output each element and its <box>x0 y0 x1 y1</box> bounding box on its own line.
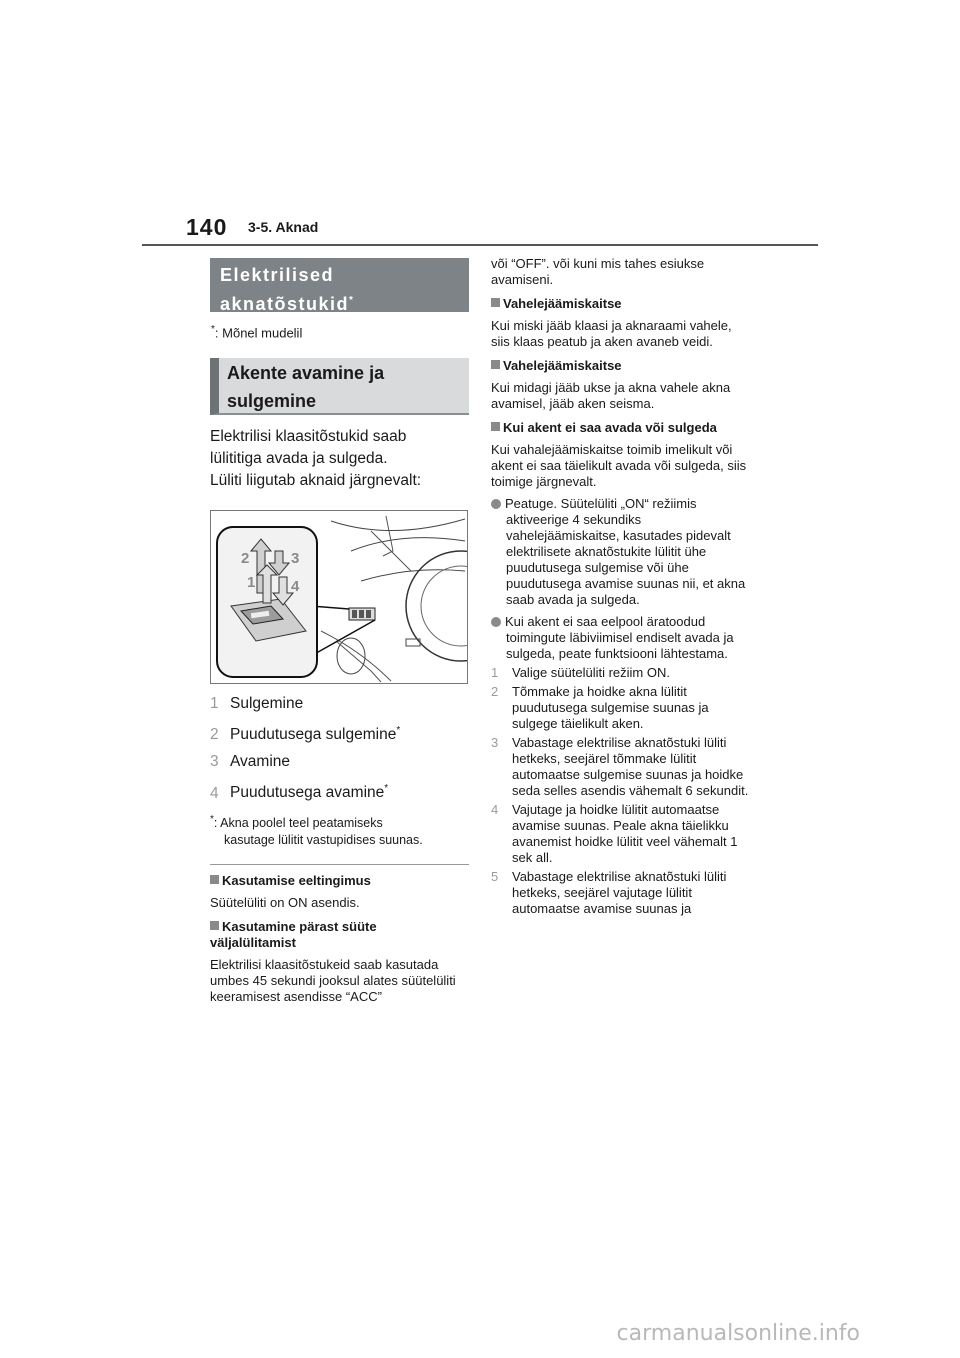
step-item: 2 Tõmmake ja hoidke akna lülitit puudutusega sulgemise suunas ja sulgege täielikult aken. <box>491 684 709 731</box>
jam-protection-text: Kui miski jääb klaasi ja aknaraami vahele, siis klaas peatub ja aken avaneb veidi. <box>491 318 732 349</box>
list-item: 4 Puudutusega avamine* <box>210 783 389 802</box>
list-item: 2 Puudutusega sulgemine* <box>210 725 401 744</box>
jam-protection-text-2: Kui midagi jääb ukse ja akna vahele akna avamisel, jääb aken seisma. <box>491 380 731 411</box>
subsection-heading <box>210 358 469 415</box>
intro-text <box>210 426 469 492</box>
section-heading <box>210 258 469 312</box>
subheading-line-2: sulgemine <box>227 391 317 412</box>
list-item: 3 Avamine <box>210 753 291 771</box>
footnote-text: : Mõnel mudelil <box>214 325 303 341</box>
step-item: 5 Vabastage elektrilise aknatõstuki lüliti hetkeks, seejärel vajutage lülitit automaatse avamise suunas ja <box>491 869 727 916</box>
step-item: 1 Valige süütelüliti režiim ON. <box>491 665 670 680</box>
continued-text: või “OFF”. või kuni mis tahes esiukse avamiseni. <box>491 256 705 287</box>
divider <box>210 864 469 865</box>
precondition-text: Süütelüliti on ON asendis. <box>210 894 360 910</box>
step-item: 4 Vajutage ja hoidke lülitit automaatse avamise suunas. Peale akna täielikku avanemist hoidke lülitit veel vähemalt 1 sek all. <box>491 802 738 865</box>
bullet-item: Peatuge. Süütelüliti „ON“ režiimis aktiveerige 4 sekundiks vahelejäämiskaitse, kasutades pidevalt elektrilisete aknatõstukite lülitit ühe puudutusega sulgemise või ühe puudutusega avamise suunas nii, et akna saab avada ja sulgeda. <box>491 496 753 608</box>
subheading-line-1: Akente avamine ja <box>227 363 385 384</box>
jam-protection-heading-2: Vahelejäämiskaitse <box>491 358 753 374</box>
header-rule <box>142 244 818 246</box>
step-item: 3 Vabastage elektrilise aknatõstuki lüliti hetkeks, seejärel tõmmake lülitit automaatse sulgemise suunas ja hoidke seda selles asendis vähemalt 6 sekundit. <box>491 735 749 798</box>
section-title: 3-5. Aknad <box>248 219 319 235</box>
label-4: 4 <box>291 578 300 596</box>
jam-protection-heading: Vahelejäämiskaitse <box>491 296 753 312</box>
cannot-open-text: Kui vahalejäämiskaitse toimib imelikult või akent ei saa täielikult avada või sulgeda, siis toimige järgnevalt. <box>491 442 747 489</box>
heading-line-2-text: aknatõstukid <box>220 294 350 314</box>
after-ignition-heading: Kasutamine pärast süüte väljalülitamist <box>210 918 377 950</box>
precondition-heading: Kasutamise eeltingimus <box>210 873 469 889</box>
left-column <box>210 258 469 1005</box>
label-3: 3 <box>291 550 300 568</box>
footnote-asterisk: * <box>211 324 215 335</box>
heading-line-1: Elektrilised <box>220 265 335 285</box>
right-column <box>491 256 753 917</box>
bullet-item: Kui akent ei saa eelpool äratoodud toimingute läbiviimisel endiselt avada ja sulgeda, peate funktsiooni lähtestama. <box>491 614 753 662</box>
model-footnote <box>210 324 469 340</box>
stop-footnote: *: Akna poolel teel peatamiseks kasutage lülitit vastupidises suunas. <box>210 813 423 847</box>
watermark[interactable]: carmanualsonline.info <box>616 1321 860 1346</box>
list-item: 1 Sulgemine <box>210 695 304 713</box>
page-number: 140 <box>186 214 228 240</box>
cannot-open-heading: Kui akent ei saa avada või sulgeda <box>491 420 753 436</box>
label-1: 1 <box>247 574 256 592</box>
operation-list <box>210 694 469 802</box>
intro-line-1: Elektrilisi klaasitõstukid saab <box>210 428 407 446</box>
intro-line-2: lülititiga avada ja sulgeda. <box>210 450 388 468</box>
intro-line-3: Lüliti liigutab aknaid järgnevalt: <box>210 472 422 490</box>
window-switch-illustration <box>210 510 468 684</box>
after-ignition-text: Elektrilisi klaasitõstukeid saab kasutada umbes 45 sekundi jooksul alates süütelüliti keeramisest asendisse “ACC” <box>210 956 456 1004</box>
heading-line-2 <box>220 288 459 317</box>
label-2: 2 <box>241 550 250 568</box>
heading-asterisk: * <box>349 295 355 306</box>
illustration-svg <box>211 511 467 683</box>
